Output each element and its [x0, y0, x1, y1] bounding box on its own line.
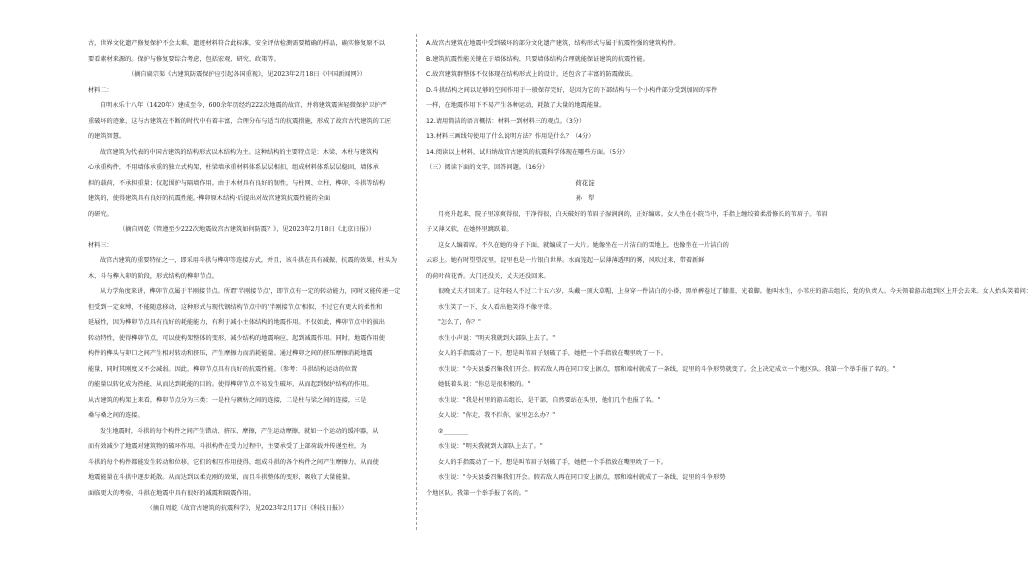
left-column	[88, 36, 406, 532]
text-line: 面临更大的考验，斗拱在地震中具有很好的减震和隔震作用。	[88, 489, 256, 497]
text-line: 故宫古建筑的重要特征之一，即采用斗拱与榫卯等连接方式，并且，该斗拱在具有减振、抗震的效果，柱头为	[100, 257, 397, 264]
text-line: 发生地震时，斗拱的每个构件之间产生错动、挤压、摩擦，产生运动摩擦，就如一个运动的缓冲器，从	[100, 427, 379, 435]
text-line: 材料三：	[88, 241, 113, 249]
text-line: 桑与桑之间的连接。	[88, 412, 144, 419]
text-line: 构件的榫头与卯口之间产生相对转动和挤压，产生摩擦力而消耗能量。通过榫卯之间的挤压摩擦消耗地震	[88, 350, 373, 357]
story-line: 水生说："明天我就到大部队上去了。"	[438, 443, 543, 450]
text-line: （摘自周乾《管遵至少222次地震故宫古建筑如何防震？》，见2023年2月18日《北京日报》）	[119, 226, 375, 233]
text-line: 从古建筑的构架上来看，榫卯节点分为三类：一是柱与额枋之间的连接，二是柱与梁之间的连接，三是	[88, 396, 367, 404]
text-line: 的建筑智慧。	[88, 133, 126, 140]
text-line: 而有效减少了地震对建筑物的破坏作用。斗拱构件在受力过程中，主要承受了上部荷载并传递至柱，为	[88, 443, 367, 450]
text-line: C.故宫建筑群整体不仅体现在结构形式上的设计，还包含了丰富的防震做法。	[426, 71, 637, 78]
story-line: 水生说："今天县委召集我们开会。假若敌人再在同口安上据点，那和端村就成了一条线，淀里的斗争形势	[438, 474, 726, 481]
story-line: 很晚丈夫才回来了。这年轻人不过二十五六岁，头戴一顶大草帽，上身穿一件洁白的小褂，黑单裤卷过了膝盖，光着脚。他叫水生，小苇庄的游击组长，党的负责人。今天领着游击组到区上开会去来。女人抬头笑着问：	[438, 288, 1032, 295]
text-line: 从力学角度来讲，榫卯节点属于半刚接节点。所谓'半刚接节点'，即节点有一定的转动能力，同时又能传递一定	[100, 288, 401, 295]
story-line: 个地区队。我第一个举手报了名的。"	[426, 489, 528, 497]
text-line: 要看素材来源的。保护与修复要综合考虑，包括宏观、研究、政策等。	[88, 55, 280, 63]
story-body	[426, 207, 1032, 502]
text-line: 地震能量在斗拱中逐步耗散。从而达到以柔克刚的效果，而且斗拱整体的变形，吸收了大量能量。	[88, 474, 355, 481]
text-line: 建筑的，使得建筑具有良好的抗震性能。·榫卯原木结构·后提出对故宫建筑抗震性能的全面	[88, 195, 331, 202]
column-divider	[416, 34, 417, 530]
text-line: 14.阅读以上材料，试归纳故宫古建筑的抗震科学体现在哪些方面。（5分）	[426, 148, 629, 156]
text-line: D.斗拱结构之间以足够的空间作用于一般保存完好，是因为它的下部结构与一个小构件部分受到加固的零件	[426, 86, 718, 94]
text-line: 自明永乐十八年（1420年）建成至今，600余年历经约222次地震的故宫，并将建筑震害轻微保护卫护严	[100, 102, 387, 109]
story-line: 水生小声说："明天我就到大部队上去了。"	[438, 334, 556, 342]
text-line: 13.材料三画线句使用了什么说明方法？作用是什么？（4分）	[426, 133, 595, 140]
story-line: 云彩上。她有时望望淀里，淀里也是一片银白世界。水面笼起一层薄薄透明的雾，风吹过来，带着新鲜	[426, 257, 705, 264]
text-line: 能量，同时其刚度又不会减弱。因此，榫卯节点具有良好的抗震性能。（参考：斗拱结构运动的位置	[88, 365, 358, 373]
text-line: 材料二：	[88, 86, 113, 94]
story-line: 月亮升起来，院子里凉爽得很，干净得很，白天破好的苇眉子湿润润的，正好编席。女人坐在小院当中，手指上缠绞着柔滑修长的苇眉子。苇眉	[438, 210, 828, 218]
text-line: 担的载荷，不承担重量；仅起围护与隔墙作用。由于木材具有良好的韧性，与柱网、立柱、榫卯、斗拱等结构	[88, 179, 385, 187]
text-line: B.建筑抗震性能关键在于墙体结构，只要墙体结构合理就能保证建筑的抗震性能。	[426, 55, 649, 63]
story-title: 荷花淀	[575, 178, 595, 187]
story-line: "怎么了，你？"	[438, 319, 481, 326]
story-line: 女人的手指震动了一下，想是叫苇眉子划破了手，她把一个手指放在嘴里吮了一下。	[438, 350, 667, 357]
question-options	[426, 36, 744, 176]
story-author: 孙 犁	[575, 195, 595, 202]
right-column	[426, 36, 1032, 501]
text-line: 木，斗与榫入卯的阶段，形式结构的榫卯节点。	[88, 272, 218, 280]
text-line: （三）阅读下面的文字，回答问题。（16分）	[426, 164, 549, 171]
story-line: 的荷叶荷花香。大门还没关，丈夫还没回来。	[426, 272, 550, 280]
text-line: 的能量以转化成为热能，从而达到耗能的目的。使得榫卯节点不易发生破坏，从而起到保护结构的作用。	[88, 381, 373, 388]
text-line: （摘自周乾《故宫古建筑的抗震科学》，见2023年2月17日《科技日报》）	[146, 505, 348, 512]
text-line: 转动特性，使得榫卯节点，可以使构架整体的变形，减少结构的地震响应，起到减震作用。同时，地震作用使	[88, 334, 385, 342]
story-line: 子又薄又软，在她怀里跳跃着。	[426, 226, 513, 233]
text-line: 但受到一定束缚，不能随意移动，这种形式与现代钢结构节点中的'半刚接节点'相似，不过它有更大的柔性和	[88, 303, 383, 311]
text-line: 重破坏的迹象，这与古建筑在不断的时代中有着丰富，合理分布与适当的抗震措施，形成了故宫古代建筑的工匠	[88, 117, 392, 125]
text-line: 延展性，因为榫卯节点具有良好的耗能能力，有利于减小主体结构的地震作用。不仅如此，榫卯节点中的拔出	[88, 319, 385, 326]
text-line: 的研究。	[88, 210, 113, 218]
story-line: ②________	[438, 427, 469, 435]
text-line: （摘自扁宗渠《古建筑防震保护应引起各国重视》，见2023年2月18日《中国新闻网》）	[128, 71, 366, 78]
text-line: 斗拱的每个构件都能发生转动和位移，它们的相互作用使得，组成斗拱的各个构件之间产生摩擦力，从而使	[88, 458, 379, 466]
text-line: 心承重构件，不用墙体承重的独立式构架，柱梁墙承重材料体系层层相扣，组成材料体系层层稳固，墙体承	[88, 164, 379, 171]
text-line: A.故宫古建筑在地震中受到破坏的部分文化遗产建筑，结构形式与属于抗震性强的建筑构件。	[426, 40, 680, 47]
story-line: 水生说："我是村里的游击组长，是干部，自然要站在头里，他们几个也报了名。"	[438, 396, 661, 404]
text-line: 古，世界文化遗产修复保护不会太难，遗迹材料符合此标准，安全评估检测需要精确的样品，确实修复原不以	[88, 40, 385, 47]
text-line: 12.请用简洁的语言概括：材料一到材料三的观点。（3分）	[426, 117, 586, 125]
text-line: 故宫建筑为代表的中国古建筑的结构形式以木结构为主。这种结构的主要特点是：木梁、木柱与建筑构	[100, 148, 379, 156]
story-line: 水生笑了一下，女人看出他笑得不像平常。	[438, 303, 556, 311]
story-line: 她低着头说："你总是很积极的。"	[438, 381, 531, 388]
story-line: 女人的手指震动了一下，想是叫苇眉子划破了手，她把一个手指放在嘴里吮了一下。	[438, 458, 667, 466]
story-line: 水生说："今天县委召集我们开会。假若敌人再在同口安上据点，那和端村就成了一条线，淀里的斗争形势就变了。会上决定成立一个地区队。我第一个举手报了名的。"	[438, 365, 896, 373]
story-line: 女人说："你走，我不拦你，家里怎么办？"	[438, 412, 556, 419]
text-line: 一样，在地震作用下不易产生各种运动，耗散了大量的地震能量。	[426, 102, 606, 109]
story-line: 这女人编着席。不久在她的身子下面，就编成了一大片。她像坐在一片洁白的雪地上，也像坐在一片洁白的	[438, 241, 729, 249]
